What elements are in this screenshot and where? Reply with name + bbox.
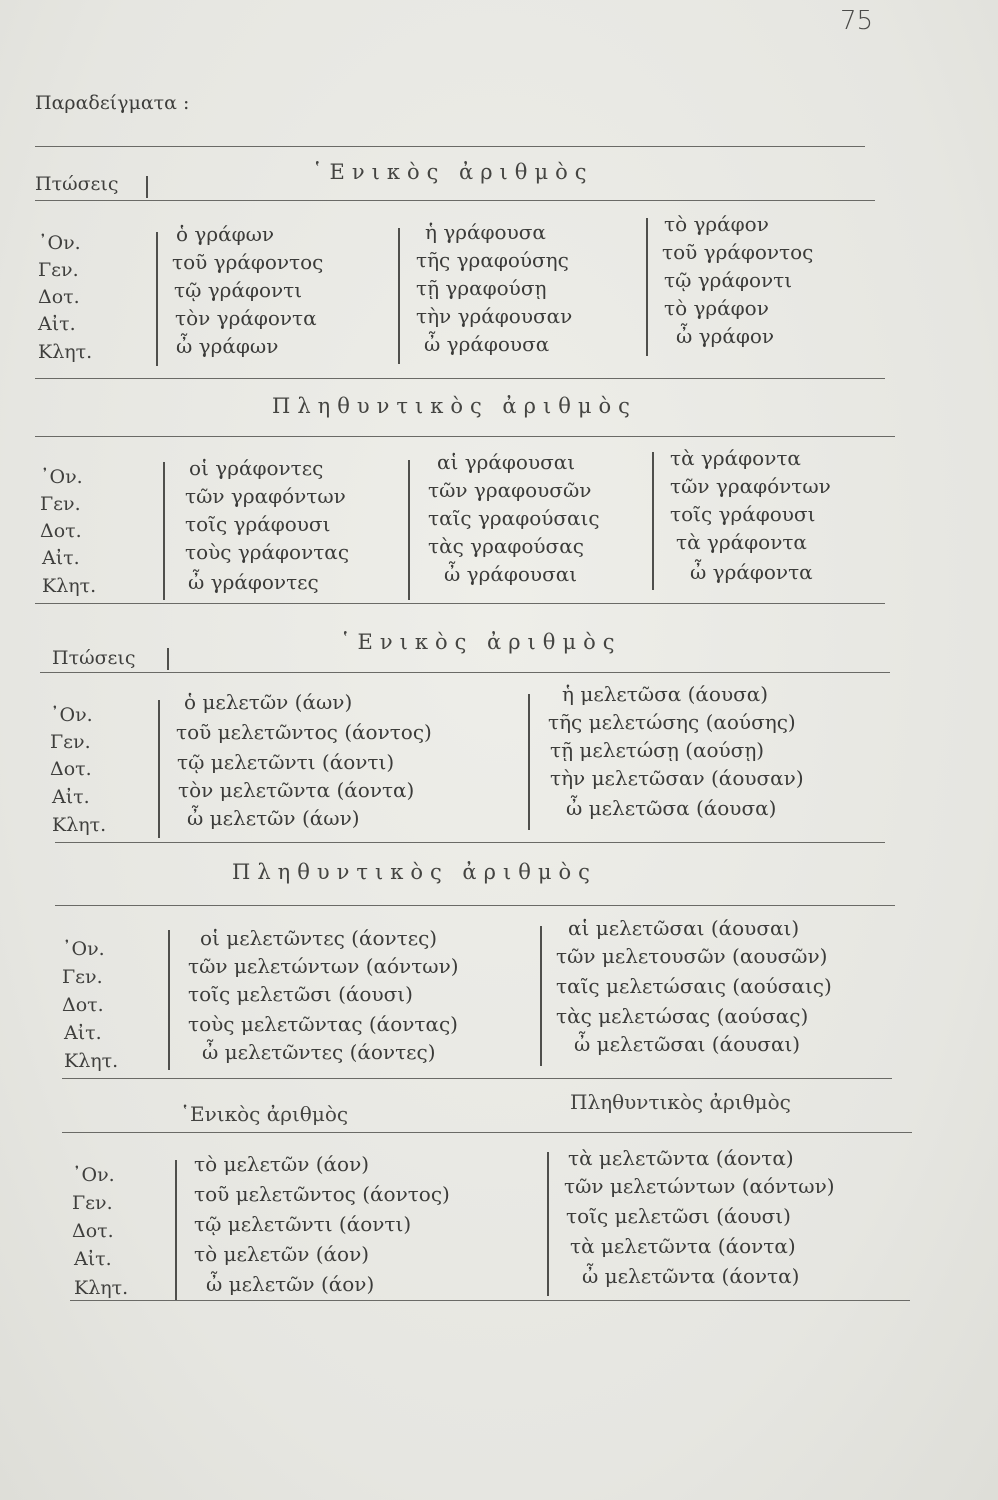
form-cell: ὦ γράφον [676,324,775,348]
form-cell: ὦ γράφων [176,334,279,358]
form-cell: ταῖς γραφούσαις [428,506,600,530]
rule [35,603,885,604]
case-label-voc: Κλητ. [64,1050,119,1072]
section-heading-right: Πληθυντικὸς ἀριθμὸς [570,1090,791,1114]
rule [35,146,865,147]
rule [62,1078,892,1079]
case-label-gen: Γεν. [50,731,91,753]
rule [70,1300,910,1301]
form-cell: ὁ γράφων [176,222,275,246]
form-cell: τῇ μελετώσῃ (αούσῃ) [550,738,765,762]
case-label-voc: Κλητ. [74,1277,129,1299]
form-cell: τῆς μελετώσης (αούσης) [548,710,796,734]
form-cell: τὰς γραφούσας [428,534,584,558]
divider [398,228,400,364]
form-cell: τῆς γραφούσης [416,248,569,272]
section-heading: Πληθυντικὸς ἀριθμὸς [232,860,597,884]
divider [146,176,148,198]
form-cell: τοῖς μελετῶσι (άουσι) [566,1204,791,1228]
divider [175,1160,177,1300]
form-cell: τῷ γράφοντι [174,278,303,302]
case-label-voc: Κλητ. [52,814,107,836]
form-cell: τοῦ γράφοντος [172,250,324,274]
form-cell: ὦ γράφοντες [188,570,319,594]
rule [35,436,895,437]
form-cell: αἱ μελετῶσαι (άουσαι) [568,916,800,940]
form-cell: ὦ μελετῶντες (άοντες) [202,1040,436,1064]
form-cell: τοῖς μελετῶσι (άουσι) [188,982,413,1006]
form-cell: τῶν γραφόντων [185,484,346,508]
form-cell: ἡ μελετῶσα (άουσα) [562,682,769,706]
divider [408,460,410,600]
case-label-nom: ᾿Ον. [72,1164,115,1186]
form-cell: τοῖς γράφουσι [185,512,331,536]
case-label-acc: Αἰτ. [42,547,80,569]
cases-header: Πτώσεις [52,647,136,669]
form-cell: αἱ γράφουσαι [437,450,576,474]
form-cell: ὦ μελετῶντα (άοντα) [582,1264,800,1288]
form-cell: ὦ μελετῶσαι (άουσαι) [574,1032,801,1056]
case-label-nom: ᾿Ον. [50,704,93,726]
divider [528,694,530,830]
case-label-gen: Γεν. [38,259,79,281]
intro-label: Παραδείγματα : [35,92,190,114]
form-cell: τοὺς γράφοντας [185,540,350,564]
case-label-nom: ᾿Ον. [38,232,81,254]
form-cell: τὸ γράφον [664,296,769,320]
form-cell: ὦ γράφουσαι [444,562,578,586]
case-label-voc: Κλητ. [38,341,93,363]
form-cell: τὸν μελετῶντα (άοντα) [178,778,415,802]
rule [62,1132,912,1133]
form-cell: τὰ μελετῶντα (άοντα) [568,1146,794,1170]
form-cell: τὴν γράφουσαν [416,304,573,328]
form-cell: τῶν μελετώντων (αόντων) [564,1174,835,1198]
form-cell: οἱ γράφοντες [189,456,324,480]
divider [168,930,170,1070]
form-cell: τῷ μελετῶντι (άοντι) [177,750,395,774]
form-cell: ταῖς μελετώσαις (αούσαις) [556,974,832,998]
divider [652,452,654,590]
case-label-dat: Δοτ. [72,1220,114,1242]
section-heading: ῾Ενικὸς ἀριθμὸς [312,160,594,184]
form-cell: τῶν μελετουσῶν (αουσῶν) [556,944,828,968]
case-label-gen: Γεν. [72,1192,113,1214]
form-cell: τοῦ μελετῶντος (άοντος) [176,720,432,744]
form-cell: τὰ γράφοντα [676,530,807,554]
form-cell: τὸν γράφοντα [175,306,317,330]
divider [167,648,169,670]
form-cell: τὰ μελετῶντα (άοντα) [570,1234,796,1258]
divider [156,232,158,366]
case-label-acc: Αἰτ. [74,1248,112,1270]
case-label-dat: Δοτ. [50,758,92,780]
form-cell: τοῖς γράφουσι [670,502,816,526]
case-label-acc: Αἰτ. [38,313,76,335]
case-label-acc: Αἰτ. [64,1022,102,1044]
form-cell: τῶν γραφουσῶν [428,478,592,502]
case-label-dat: Δοτ. [62,994,104,1016]
form-cell: ἡ γράφουσα [425,220,546,244]
form-cell: ὦ γράφουσα [424,332,550,356]
form-cell: τὸ μελετῶν (άον) [194,1152,370,1176]
rule [55,842,885,843]
form-cell: τοὺς μελετῶντας (άοντας) [188,1012,458,1036]
divider [646,218,648,356]
form-cell: τῶν γραφόντων [670,474,831,498]
case-label-acc: Αἰτ. [52,786,90,808]
form-cell: τῷ μελετῶντι (άοντι) [194,1212,412,1236]
form-cell: τῷ γράφοντι [664,268,793,292]
form-cell: τὸ γράφον [664,212,769,236]
form-cell: τὰς μελετώσας (αούσας) [556,1004,809,1028]
form-cell: ὦ μελετῶν (άων) [187,806,360,830]
case-label-nom: ᾿Ον. [40,466,83,488]
form-cell: ὦ γράφοντα [690,560,813,584]
rule [55,905,895,906]
section-heading: ῾Ενικὸς ἀριθμὸς [180,1102,349,1126]
form-cell: οἱ μελετῶντες (άοντες) [200,926,438,950]
case-label-dat: Δοτ. [40,520,82,542]
form-cell: ὦ μελετῶσα (άουσα) [566,796,777,820]
form-cell: τὸ μελετῶν (άον) [194,1242,370,1266]
form-cell: τῇ γραφούσῃ [416,276,547,300]
case-label-dat: Δοτ. [38,286,80,308]
divider [540,926,542,1066]
form-cell: τὰ γράφοντα [670,446,801,470]
divider [163,462,165,600]
form-cell: τὴν μελετῶσαν (άουσαν) [550,766,804,790]
form-cell: ὁ μελετῶν (άων) [184,690,353,714]
cases-header: Πτώσεις [35,173,119,195]
divider [547,1152,549,1296]
rule [35,378,885,379]
page-number: 75 [840,6,874,36]
form-cell: τῶν μελετώντων (αόντων) [188,954,459,978]
form-cell: τοῦ μελετῶντος (άοντος) [194,1182,450,1206]
section-heading: ῾Ενικὸς ἀριθμὸς [340,630,622,654]
divider [158,700,160,838]
form-cell: ὦ μελετῶν (άον) [206,1272,375,1296]
rule [40,672,890,673]
case-label-gen: Γεν. [62,966,103,988]
case-label-voc: Κλητ. [42,575,97,597]
section-heading: Πληθυντικὸς ἀριθμὸς [272,394,637,418]
rule [35,200,875,201]
case-label-gen: Γεν. [40,493,81,515]
form-cell: τοῦ γράφοντος [662,240,814,264]
case-label-nom: ᾿Ον. [62,938,105,960]
